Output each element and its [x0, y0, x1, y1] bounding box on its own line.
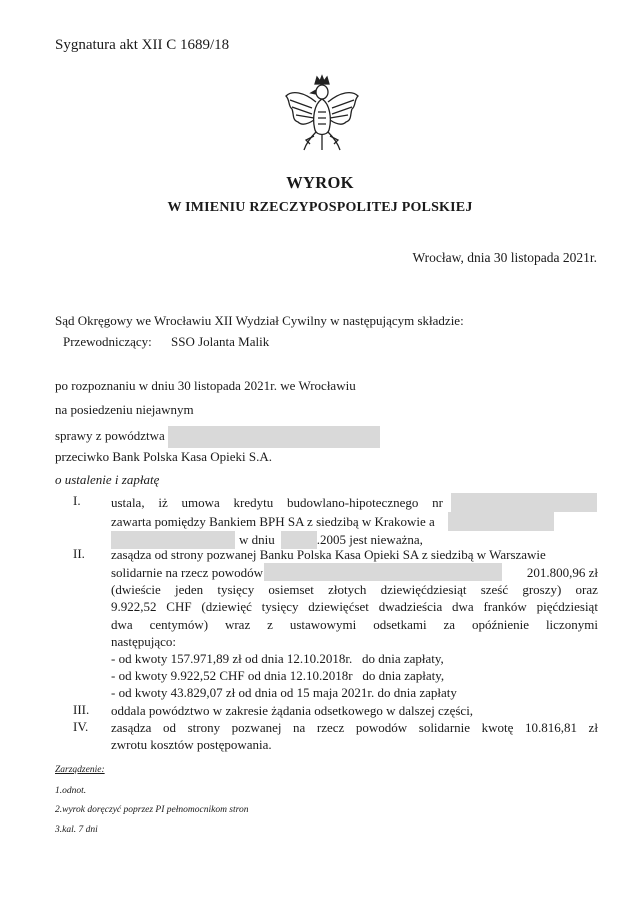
hearing-line-1: po rozpoznaniu w dniu 30 listopada 2021r. we Wrocławiu: [55, 378, 356, 393]
place-date: Wrocław, dnia 30 listopada 2021r.: [412, 250, 597, 265]
point-2-line-1: zasądza od strony pozwanej Banku Polska Kasa Opieki SA z siedzibą w Warszawie: [111, 547, 546, 562]
chair-name: SSO Jolanta Malik: [171, 334, 270, 349]
order-item-3: 3.kal. 7 dni: [55, 825, 98, 835]
court-composition: Sąd Okręgowy we Wrocławiu XII Wydział Cywilny w następującym składzie:: [55, 313, 464, 328]
point-1-line-1: [111, 493, 598, 512]
redacted-contract-number: [451, 493, 597, 512]
point-2-line-5: dwa centymów) wraz z ustawowymi odsetkami za opóźnienie liczonymi: [111, 616, 598, 632]
point-1-words: ustala, iż umowa kredytu budowlano-hipotecznego nr: [111, 494, 443, 510]
judgment-title: WYROK: [286, 173, 354, 192]
point-2-line-2: solidarnie na rzecz powodów 201.800,96 zł: [111, 564, 598, 580]
polish-eagle-emblem-icon: [284, 74, 360, 152]
redacted-plaintiff: [168, 426, 380, 448]
point-2-line-6: następująco:: [111, 633, 176, 649]
hearing-line-4: przeciwko Bank Polska Kasa Opieki S.A.: [55, 449, 272, 464]
point-number-3: III.: [73, 702, 90, 717]
order-item-1: 1.odnot.: [55, 786, 87, 796]
plaintiff-label: sprawy z powództwa: [55, 427, 165, 443]
point-number-2: II.: [73, 546, 85, 561]
point-4-line-2: zwrotu kosztów postępowania.: [111, 737, 272, 753]
point-1-line-3: w dniu .2005 jest nieważna,: [111, 531, 598, 549]
hearing-line-5: o ustalenie i zapłatę: [55, 472, 160, 487]
point-number-4: IV.: [73, 719, 89, 734]
order-item-2: 2.wyrok doręczyć poprzez PI pełnomocnikom stron: [55, 805, 249, 815]
point-2: [111, 546, 598, 702]
judgment-subtitle: W IMIENIU RZECZYPOSPOLITEJ POLSKIEJ: [167, 200, 473, 215]
order-heading: Zarządzenie:: [55, 765, 105, 775]
point-2-interest-1: - od kwoty 157.971,89 zł od dnia 12.10.2018r. do dnia zapłaty,: [111, 651, 444, 667]
hearing-line-3: [55, 426, 380, 448]
redacted-plaintiffs: [264, 563, 502, 581]
point-2-line-3: (dwieście jeden tysięcy osiemset złotych dziewięćdziesiąt sześć groszy) oraz: [111, 582, 598, 598]
point-4: [111, 719, 598, 753]
chair-label: Przewodniczący:: [63, 334, 152, 349]
point-number-1: I.: [73, 493, 81, 508]
point-2-interest-2: - od kwoty 9.922,52 CHF od dnia 12.10.2018r do dnia zapłaty,: [111, 668, 445, 684]
case-signature: Sygnatura akt XII C 1689/18: [55, 37, 230, 53]
point-1: [111, 493, 598, 549]
hearing-line-2: na posiedzeniu niejawnym: [55, 402, 194, 417]
point-1-line-2: zawarta pomiędzy Bankiem BPH SA z siedzibą w Krakowie a: [111, 512, 598, 531]
point-4-line-1: zasądza od strony pozwanej na rzecz powodów solidarnie kwotę 10.816,81 zł: [111, 720, 598, 735]
point-2-line-4: 9.922,52 CHF (dziewięć tysięcy dziewięćset dwadzieścia dwa franków pięćdziesiąt: [111, 599, 598, 615]
redacted-party: [448, 512, 554, 531]
point-2-interest-3: - od kwoty 43.829,07 zł od dnia od 15 maja 2021r. do dnia zapłaty: [111, 685, 457, 701]
point-3: oddala powództwo w zakresie żądania odsetkowego w dalszej części,: [111, 703, 474, 718]
